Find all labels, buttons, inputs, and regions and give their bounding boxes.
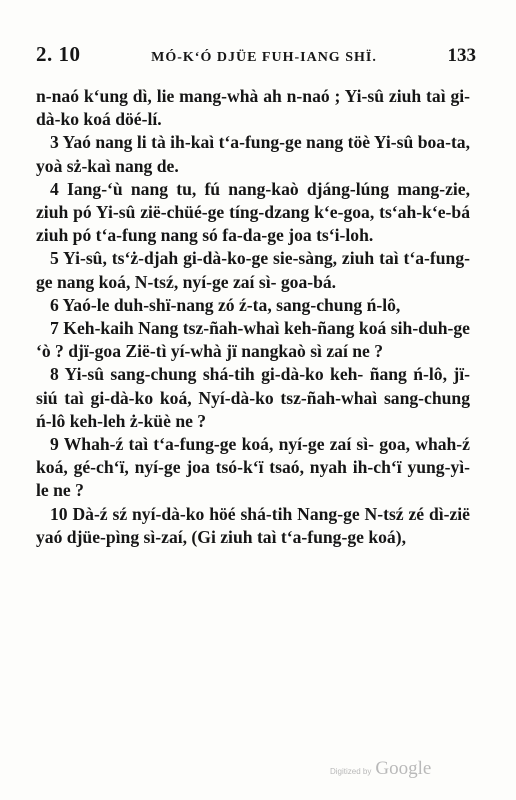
text-line: n-naó k‘ung dì, lie mang-whà ah n-naó ; Yi-sû — [36, 86, 385, 106]
text-line: N-tsź zé dì-zië yaó djüe-pìng sì-zaí, (Gi ziuh — [36, 503, 470, 547]
text-line: 9 Whah-ź taì t‘a-fung-ge koá, nyí-ge zaí sì- — [50, 434, 375, 455]
text-line: goa-bá. — [280, 271, 337, 292]
text-line: goa, whah-ź koá, gé-ch‘ï, nyí-ge joa tsó-k‘ï — [36, 434, 470, 478]
text-line: k‘e-goa, ts‘ah-k‘e-bá ziuh pó t‘a-fung nang só — [36, 202, 471, 246]
continued-verse — [36, 85, 470, 131]
verse-paragraph — [36, 433, 470, 503]
verse-paragraph — [36, 363, 470, 433]
chapter-reference: 2. 10 — [36, 42, 81, 66]
text-line: 7 Keh-kaih Nang tsz-ñah-whaì keh-ñang koá — [50, 318, 387, 339]
verse-paragraph — [36, 247, 470, 293]
text-line: 10 Dà-ź sź nyí-dà-ko höé shá-tih Nang-ge — [50, 503, 360, 524]
watermark-prefix: Digitized by — [330, 767, 372, 776]
text-line: 5 Yi-sû, ts‘ż-djah gi-dà-ko-ge sie-sàng, ziuh — [50, 248, 375, 269]
text-line: ń-lô, — [366, 294, 401, 315]
running-header — [36, 42, 476, 72]
verse-paragraph — [36, 294, 470, 317]
google-watermark — [330, 758, 431, 780]
text-line: ne ? — [175, 410, 207, 431]
text-line: 4 Iang-‘ù nang tu, fú nang-kaò djáng-lúng — [50, 178, 389, 199]
text-line: 6 Yaó-le duh-shï-nang zó ź-ta, sang-chung — [50, 294, 363, 315]
body-text — [36, 85, 470, 549]
verse-paragraph — [36, 131, 470, 177]
watermark-brand: Google — [375, 758, 432, 779]
text-line: sih-duh-ge ‘ò ? djï-goa Zië-tì yí-whà jï nangkaò — [36, 318, 470, 362]
text-line: tsz-ñah-whaì sang-chung ń-lô keh-leh ż-küè — [36, 387, 470, 431]
page-number: 133 — [447, 45, 476, 66]
text-line: Yi-sû boa-ta, yoà sż-kaì nang de. — [36, 132, 470, 176]
verse-paragraph — [36, 178, 470, 248]
verse-paragraph — [36, 503, 470, 549]
text-line: ziuh taì gi-dà-ko koá döé-lí. — [36, 86, 470, 130]
text-line: taì t‘a-fung-ge nang koá, N-tsź, nyí-ge zaí sì- — [36, 248, 470, 292]
text-line: fa-da-ge joa ts‘i-loh. — [222, 225, 374, 246]
text-line: mang-zie, ziuh pó Yi-sû zië-chüé-ge tíng-dzang — [36, 178, 470, 223]
text-line: 8 Yi-sû sang-chung shá-tih gi-dà-ko keh- — [50, 364, 364, 385]
running-title: MÓ-K‘Ó DJÜE FUH-IANG SHÏ. — [151, 50, 377, 65]
text-line: taì t‘a-fung-ge koá), — [256, 526, 406, 547]
text-line: 3 Yaó nang li tà ih-kaì t‘a-fung-ge nang töè — [50, 132, 371, 153]
verse-paragraph — [36, 317, 470, 363]
text-line: ñang ń-lô, jï-siú taì gi-dà-ko koá, Nyí-dà-ko — [36, 364, 470, 408]
text-line: tsaó, nyah ih-ch‘ï yung-yì-le ne ? — [36, 457, 471, 501]
text-line: sì zaí ne ? — [310, 341, 384, 362]
